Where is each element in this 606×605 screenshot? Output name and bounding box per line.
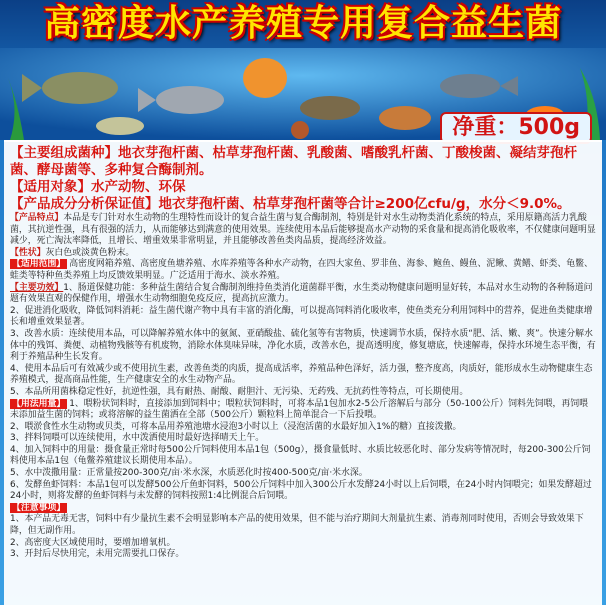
- target-label: 【适用对象】: [10, 179, 91, 195]
- functions-item: 1、肠道保健功能：多种益生菌结合复合酶制剂维持鱼类消化道菌群平衡，水生类动物健康问题明显好转，本品对水生动物的各种肠道问题有效果直观的保健作用，增强水生动物细胞免疫反应，提高抗应激力。: [10, 282, 593, 305]
- main-bacteria: [10, 145, 596, 179]
- features: [10, 213, 596, 248]
- functions-item: 2、促进消化吸收，降低饲料消耗：益生菌代谢产物中具有丰富的消化酶，可以提高饲料消化吸收率，使鱼类充分利用饲料中的营养，促进鱼类健康增长和增重效果显著。: [10, 305, 593, 328]
- usage-item: 5、水中泼撒用量：正常量按200-300克/亩·米水深，水质恶化时按400-500克/亩·米水深。: [10, 468, 368, 479]
- features-text: 本品是专门针对水生动物的生理特性而设计的复合益生菌与复合酶制剂，特别是针对水生动物类消化系统的特点，采用原籍高活力乳酸菌，其抗逆性强，具有很强的活力，从而能够达到满意的使用效果。连续使用本品后能够提高水产动物的采食量和提高消化吸收率，不仅健康问题明显减少，死亡淘汰率降低，且增长、增重效果非常明显，并且能够改善鱼类肉品质，提高经济效益。: [10, 213, 596, 247]
- scope-text: 高密度网箱养殖、高密度鱼塘养殖、水库养殖等各种水产动物，在四大家鱼、罗非鱼、海参、鲍鱼、鳗鱼、泥鳅、黄鳝、虾类、龟鳖、蛙类等特种鱼类养殖上均反馈效果明显。广泛适用于海水、淡水养殖。: [10, 259, 593, 281]
- usage-item: 1、喂粉状饲料时，直接添加到饲料中；喂粒状饲料时，可将本品1包加水2-5公斤溶解后与部分（50-100公斤）饲料先饲喂，再饲喂未添加益生菌的饲料；或将溶解的益生菌洒在全部（500公斤）颗粒料上简单混合一下后投喂。: [10, 398, 588, 421]
- functions: [10, 283, 596, 306]
- target: [10, 179, 596, 196]
- target-text: 水产动物、环保: [91, 179, 186, 195]
- functions-item: 4、使用本品后可有效减少或不使用抗生素，改善鱼类的肉质，提高成活率，养殖品种色泽好，活力强，整齐度高，肉质好，能形成水生动物健康生态养殖模式，提高商品性能，生产健康安全的水生动物产品。: [10, 363, 593, 386]
- functions-label: 【主要功效】: [10, 282, 64, 293]
- usage: [10, 399, 596, 422]
- usage-item: 3、拌料饲喂可以连续使用，水中泼洒使用时最好选择晴天上午。: [10, 433, 265, 444]
- scope-label: 【适用范围】: [12, 259, 66, 270]
- notes-item: 1、本产品无毒无害，饲料中有少量抗生素不会明显影响本产品的使用效果，但不能与治疗期间大剂量抗生素、消毒剂同时使用，否则会导致效果下降，但无副作用。: [10, 514, 584, 537]
- appearance-text: 灰白色或淡黄色粉末。: [45, 247, 135, 258]
- appearance-label: 【性状】: [10, 247, 46, 258]
- composition-text: 地衣芽孢杆菌、枯草芽孢杆菌等合计≥200亿cfu/g，水分＜9.0%。: [158, 196, 571, 212]
- composition-label: 【产品成分分析保证值】: [10, 196, 159, 212]
- main-bacteria-label: 【主要组成菌种】: [10, 145, 118, 161]
- notes-item: 2、高密度大区域使用时，要增加增氧机。: [10, 537, 176, 548]
- composition: [10, 196, 596, 213]
- scope: [10, 259, 596, 282]
- net-weight-badge: 净重：500g: [440, 112, 592, 144]
- notes: [10, 503, 596, 515]
- features-label: 【产品特点】: [10, 213, 64, 223]
- main-bacteria-text: 地衣芽孢杆菌、枯草芽孢杆菌、乳酸菌、嗜酸乳杆菌、丁酸梭菌、凝结芽孢杆菌、酵母菌等、多种复合酶制剂。: [10, 145, 577, 178]
- usage-label: 【用法用量】: [12, 398, 66, 409]
- usage-item: 6、发酵鱼虾饲料：本品1包可以发酵500公斤鱼虾饲料，500公斤饲料中加入300公斤水发酵24小时以上后饲喂，在24小时内饲喂完；如果发酵超过24小时，则将发酵的鱼虾饲料与未发酵的饲料按照1:4比例混合后饲喂。: [10, 479, 592, 502]
- functions-item: 5、本品所用菌株稳定性好，抗逆性强，具有耐热、耐酸、耐胆汁、无污染、无药残、无抗药性等特点，可长期使用。: [10, 386, 469, 397]
- notes-item: 3、开封后尽快用完，未用完需要扎口保存。: [10, 549, 185, 560]
- notes-label: 【注意事项】: [12, 502, 66, 513]
- functions-item: 3、改善水质：连续使用本品，可以降解养殖水体中的氨氮、亚硝酸盐、硫化氢等有害物质，快速调节水质，保持水质“肥、活、嫩、爽”。快速分解水体中的残饵、粪便、动植物残骸等有机废物，消除水体臭味异味，净化水质，改善水色，提高透明度，修复塘底，快速解毒，保持水环境生态平衡，有利于养殖品种生长发育。: [10, 328, 596, 363]
- usage-item: 2、喂淤食性水生动物或贝类，可将本品用养殖池塘水浸泡3小时以上（浸泡活菌的水最好加入1%的糖）直接泼撒。: [10, 421, 462, 432]
- usage-item: 4、加入饲料中的用量：摄食量正常时每500公斤饲料使用本品1包（500g），摄食量低时、水质比较恶化时、部分发病等情况时，每200-300公斤饲料使用本品1包（龟鳖养殖建议长期使用本品）。: [10, 444, 591, 467]
- appearance: [10, 248, 596, 260]
- product-title: 高密度水产养殖专用复合益生菌: [43, 3, 562, 44]
- product-description-panel: [4, 140, 602, 605]
